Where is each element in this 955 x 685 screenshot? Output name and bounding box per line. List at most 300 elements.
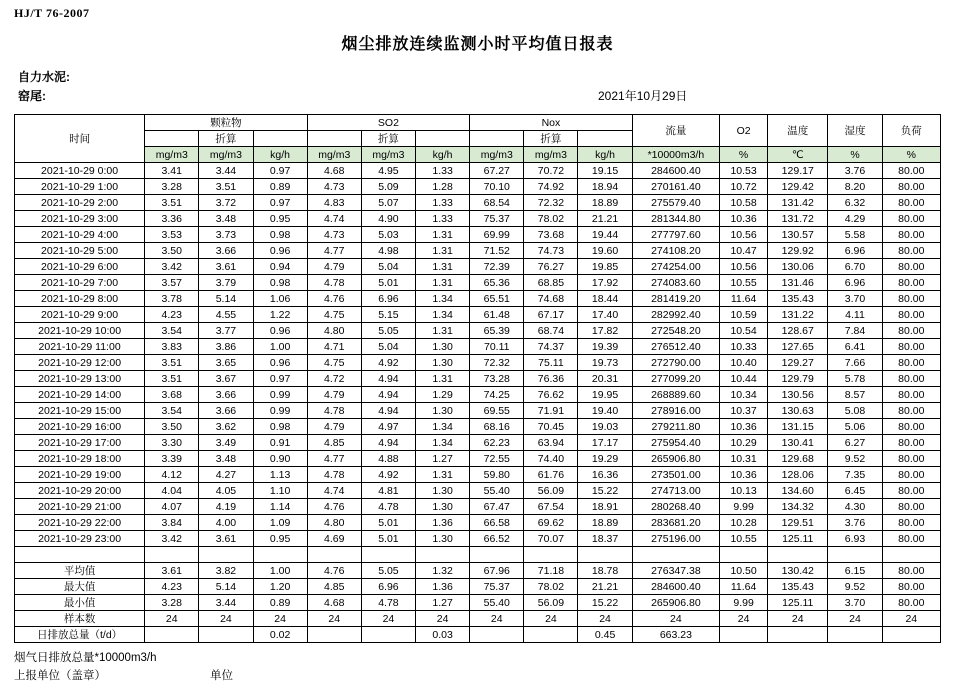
row-cell: 6.45 — [828, 483, 882, 499]
unit-load: % — [882, 147, 940, 163]
row-cell: 19.95 — [578, 387, 632, 403]
row-cell: 4.07 — [145, 499, 199, 515]
summary-cell: 24 — [768, 611, 828, 627]
row-cell: 1.34 — [415, 291, 469, 307]
row-cell: 18.44 — [578, 291, 632, 307]
table-row — [15, 307, 941, 323]
row-cell: 1.31 — [415, 227, 469, 243]
row-cell: 0.91 — [253, 435, 307, 451]
row-time: 2021-10-29 5:00 — [15, 243, 145, 259]
row-time: 2021-10-29 0:00 — [15, 163, 145, 179]
row-cell: 3.67 — [199, 371, 253, 387]
row-cell: 4.79 — [307, 259, 361, 275]
row-cell: 5.06 — [828, 419, 882, 435]
row-cell: 278916.00 — [632, 403, 719, 419]
row-cell: 1.14 — [253, 499, 307, 515]
row-cell: 134.32 — [768, 499, 828, 515]
row-cell: 4.79 — [307, 419, 361, 435]
row-cell: 130.57 — [768, 227, 828, 243]
row-cell: 69.99 — [470, 227, 524, 243]
row-cell: 10.33 — [720, 339, 768, 355]
row-cell: 76.27 — [524, 259, 578, 275]
summary-cell: 4.68 — [307, 595, 361, 611]
row-cell: 4.78 — [307, 275, 361, 291]
row-cell: 280268.40 — [632, 499, 719, 515]
table-row — [15, 339, 941, 355]
row-cell: 3.44 — [199, 163, 253, 179]
report-table — [14, 114, 941, 643]
row-cell: 4.94 — [361, 403, 415, 419]
summary-cell: 4.76 — [307, 563, 361, 579]
row-cell: 4.55 — [199, 307, 253, 323]
row-cell: 3.42 — [145, 531, 199, 547]
summary-cell: 24 — [199, 611, 253, 627]
row-cell: 131.15 — [768, 419, 828, 435]
row-cell: 75.37 — [470, 211, 524, 227]
row-cell: 17.17 — [578, 435, 632, 451]
row-cell: 275579.40 — [632, 195, 719, 211]
summary-cell: 71.18 — [524, 563, 578, 579]
summary-cell: 24 — [524, 611, 578, 627]
row-cell: 129.79 — [768, 371, 828, 387]
spacer-cell — [632, 547, 719, 563]
row-cell: 3.83 — [145, 339, 199, 355]
row-cell: 4.80 — [307, 515, 361, 531]
row-cell: 5.14 — [199, 291, 253, 307]
row-cell: 10.56 — [720, 259, 768, 275]
summary-cell: 3.82 — [199, 563, 253, 579]
row-cell: 3.50 — [145, 243, 199, 259]
row-cell: 18.89 — [578, 515, 632, 531]
header-time: 时间 — [15, 115, 145, 163]
row-time: 2021-10-29 16:00 — [15, 419, 145, 435]
row-cell: 1.31 — [415, 323, 469, 339]
table-row — [15, 483, 941, 499]
row-cell: 9.99 — [720, 499, 768, 515]
table-row — [15, 259, 941, 275]
row-cell: 73.68 — [524, 227, 578, 243]
row-time: 2021-10-29 6:00 — [15, 259, 145, 275]
row-cell: 274083.60 — [632, 275, 719, 291]
row-cell: 71.91 — [524, 403, 578, 419]
emission-total-label: 日排放总量（t/d） — [15, 627, 145, 643]
row-cell: 78.02 — [524, 211, 578, 227]
row-cell: 75.11 — [524, 355, 578, 371]
row-cell: 3.39 — [145, 451, 199, 467]
station-row — [18, 87, 941, 106]
row-cell: 3.42 — [145, 259, 199, 275]
row-cell: 80.00 — [882, 355, 940, 371]
row-cell: 70.72 — [524, 163, 578, 179]
row-cell: 65.39 — [470, 323, 524, 339]
row-cell: 1.28 — [415, 179, 469, 195]
row-cell: 1.30 — [415, 483, 469, 499]
row-cell: 5.01 — [361, 275, 415, 291]
row-cell: 19.29 — [578, 451, 632, 467]
unit-pm-mgm3-conv: mg/m3 — [199, 147, 253, 163]
row-cell: 72.32 — [470, 355, 524, 371]
row-cell: 4.83 — [307, 195, 361, 211]
row-cell: 80.00 — [882, 291, 940, 307]
row-cell: 7.66 — [828, 355, 882, 371]
row-cell: 74.68 — [524, 291, 578, 307]
summary-cell: 4.85 — [307, 579, 361, 595]
row-time: 2021-10-29 15:00 — [15, 403, 145, 419]
row-cell: 272548.20 — [632, 323, 719, 339]
row-cell: 1.27 — [415, 451, 469, 467]
row-cell: 3.30 — [145, 435, 199, 451]
row-cell: 3.62 — [199, 419, 253, 435]
header-sub-pm-converted: 折算 — [199, 131, 253, 147]
header-group-row — [15, 115, 941, 131]
row-cell: 4.95 — [361, 163, 415, 179]
row-cell: 4.71 — [307, 339, 361, 355]
row-cell: 18.94 — [578, 179, 632, 195]
row-cell: 131.72 — [768, 211, 828, 227]
summary-cell: 24 — [253, 611, 307, 627]
table-row — [15, 323, 941, 339]
header-sub-so2-converted: 折算 — [361, 131, 415, 147]
row-cell: 10.58 — [720, 195, 768, 211]
row-cell: 4.74 — [307, 483, 361, 499]
row-cell: 1.30 — [415, 339, 469, 355]
table-row — [15, 515, 941, 531]
row-cell: 284600.40 — [632, 163, 719, 179]
unit-so2-mgm3-conv: mg/m3 — [361, 147, 415, 163]
summary-cell: 276347.38 — [632, 563, 719, 579]
row-cell: 10.44 — [720, 371, 768, 387]
row-cell: 3.54 — [145, 403, 199, 419]
unit-humidity: % — [828, 147, 882, 163]
row-time: 2021-10-29 11:00 — [15, 339, 145, 355]
row-cell: 275954.40 — [632, 435, 719, 451]
summary-cell: 4.23 — [145, 579, 199, 595]
row-cell: 6.93 — [828, 531, 882, 547]
table-row — [15, 227, 941, 243]
summary-cell: 15.22 — [578, 595, 632, 611]
row-cell: 55.40 — [470, 483, 524, 499]
station-label: 窑尾: — [18, 89, 46, 103]
row-cell: 10.13 — [720, 483, 768, 499]
row-cell: 74.40 — [524, 451, 578, 467]
row-cell: 274713.00 — [632, 483, 719, 499]
summary-cell: 24 — [361, 611, 415, 627]
row-cell: 3.78 — [145, 291, 199, 307]
table-row — [15, 371, 941, 387]
row-cell: 67.54 — [524, 499, 578, 515]
row-cell: 4.29 — [828, 211, 882, 227]
row-cell: 0.97 — [253, 163, 307, 179]
row-time: 2021-10-29 2:00 — [15, 195, 145, 211]
spacer-row — [15, 547, 941, 563]
row-cell: 131.42 — [768, 195, 828, 211]
row-cell: 16.36 — [578, 467, 632, 483]
row-cell: 3.86 — [199, 339, 253, 355]
footer-total-line: 烟气日排放总量*10000m3/h — [14, 652, 157, 664]
row-cell: 4.04 — [145, 483, 199, 499]
row-cell: 18.91 — [578, 499, 632, 515]
company-row — [18, 68, 941, 87]
row-cell: 80.00 — [882, 259, 940, 275]
table-row — [15, 499, 941, 515]
summary-cell: 1.32 — [415, 563, 469, 579]
emission-total-cell — [768, 627, 828, 643]
row-cell: 4.68 — [307, 163, 361, 179]
table-row — [15, 163, 941, 179]
row-cell: 125.11 — [768, 531, 828, 547]
row-cell: 10.36 — [720, 419, 768, 435]
row-cell: 3.66 — [199, 243, 253, 259]
row-cell: 65.51 — [470, 291, 524, 307]
spacer-cell — [720, 547, 768, 563]
report-meta — [18, 68, 941, 106]
row-cell: 1.34 — [415, 419, 469, 435]
summary-cell: 24 — [307, 611, 361, 627]
header-group-so2: SO2 — [307, 115, 470, 131]
row-cell: 4.23 — [145, 307, 199, 323]
row-cell: 5.05 — [361, 323, 415, 339]
row-cell: 68.54 — [470, 195, 524, 211]
row-cell: 10.59 — [720, 307, 768, 323]
row-time: 2021-10-29 3:00 — [15, 211, 145, 227]
row-cell: 1.33 — [415, 163, 469, 179]
table-row — [15, 403, 941, 419]
row-cell: 10.29 — [720, 435, 768, 451]
row-time: 2021-10-29 20:00 — [15, 483, 145, 499]
row-cell: 1.13 — [253, 467, 307, 483]
row-cell: 1.31 — [415, 275, 469, 291]
emission-total-cell — [145, 627, 199, 643]
row-cell: 19.15 — [578, 163, 632, 179]
header-group-pm: 颗粒物 — [145, 115, 307, 131]
row-cell: 3.76 — [828, 163, 882, 179]
unit-flow: *10000m3/h — [632, 147, 719, 163]
row-cell: 4.92 — [361, 355, 415, 371]
row-cell: 67.17 — [524, 307, 578, 323]
row-cell: 9.52 — [828, 451, 882, 467]
row-cell: 1.06 — [253, 291, 307, 307]
summary-cell: 67.96 — [470, 563, 524, 579]
spacer-cell — [578, 547, 632, 563]
row-cell: 4.12 — [145, 467, 199, 483]
row-cell: 63.94 — [524, 435, 578, 451]
row-cell: 1.29 — [415, 387, 469, 403]
summary-cell: 265906.80 — [632, 595, 719, 611]
row-cell: 3.48 — [199, 451, 253, 467]
row-cell: 6.96 — [828, 275, 882, 291]
row-cell: 10.36 — [720, 211, 768, 227]
row-cell: 0.98 — [253, 275, 307, 291]
row-time: 2021-10-29 12:00 — [15, 355, 145, 371]
row-cell: 4.27 — [199, 467, 253, 483]
row-cell: 3.79 — [199, 275, 253, 291]
row-time: 2021-10-29 1:00 — [15, 179, 145, 195]
unit-temperature: ℃ — [768, 147, 828, 163]
row-cell: 130.63 — [768, 403, 828, 419]
row-cell: 1.34 — [415, 307, 469, 323]
row-cell: 0.95 — [253, 531, 307, 547]
row-cell: 4.05 — [199, 483, 253, 499]
row-cell: 74.73 — [524, 243, 578, 259]
row-time: 2021-10-29 22:00 — [15, 515, 145, 531]
row-cell: 10.47 — [720, 243, 768, 259]
row-cell: 4.76 — [307, 499, 361, 515]
summary-label: 最大值 — [15, 579, 145, 595]
row-cell: 20.31 — [578, 371, 632, 387]
row-cell: 1.30 — [415, 531, 469, 547]
row-cell: 80.00 — [882, 531, 940, 547]
summary-cell: 21.21 — [578, 579, 632, 595]
row-cell: 4.94 — [361, 371, 415, 387]
emission-total-cell — [720, 627, 768, 643]
row-cell: 71.52 — [470, 243, 524, 259]
row-cell: 4.69 — [307, 531, 361, 547]
row-cell: 4.97 — [361, 419, 415, 435]
row-cell: 5.03 — [361, 227, 415, 243]
header-sub-nox-converted: 折算 — [524, 131, 578, 147]
emission-total-cell: 663.23 — [632, 627, 719, 643]
summary-label: 最小值 — [15, 595, 145, 611]
unit-nox-mgm3-conv: mg/m3 — [524, 147, 578, 163]
summary-cell: 9.52 — [828, 579, 882, 595]
row-cell: 1.33 — [415, 195, 469, 211]
row-cell: 1.36 — [415, 515, 469, 531]
standard-code: HJ/T 76-2007 — [14, 6, 90, 20]
row-cell: 56.09 — [524, 483, 578, 499]
row-time: 2021-10-29 9:00 — [15, 307, 145, 323]
row-cell: 275196.00 — [632, 531, 719, 547]
row-cell: 68.74 — [524, 323, 578, 339]
row-cell: 3.51 — [145, 355, 199, 371]
summary-cell: 55.40 — [470, 595, 524, 611]
row-cell: 76.36 — [524, 371, 578, 387]
row-cell: 279211.80 — [632, 419, 719, 435]
row-cell: 10.40 — [720, 355, 768, 371]
row-cell: 80.00 — [882, 323, 940, 339]
row-cell: 76.62 — [524, 387, 578, 403]
emission-total-cell — [524, 627, 578, 643]
row-cell: 4.75 — [307, 307, 361, 323]
row-cell: 6.41 — [828, 339, 882, 355]
row-cell: 5.07 — [361, 195, 415, 211]
row-cell: 1.30 — [415, 499, 469, 515]
row-cell: 4.19 — [199, 499, 253, 515]
row-cell: 10.28 — [720, 515, 768, 531]
row-cell: 4.77 — [307, 243, 361, 259]
summary-row — [15, 611, 941, 627]
summary-cell: 125.11 — [768, 595, 828, 611]
row-cell: 4.72 — [307, 371, 361, 387]
spacer-cell — [253, 547, 307, 563]
row-cell: 3.51 — [145, 371, 199, 387]
row-cell: 1.34 — [415, 435, 469, 451]
row-cell: 4.98 — [361, 243, 415, 259]
row-cell: 3.73 — [199, 227, 253, 243]
summary-cell: 56.09 — [524, 595, 578, 611]
row-cell: 129.92 — [768, 243, 828, 259]
header-sub-pm-blank2 — [253, 131, 307, 147]
row-cell: 4.73 — [307, 179, 361, 195]
row-cell: 1.31 — [415, 243, 469, 259]
row-cell: 1.10 — [253, 483, 307, 499]
row-cell: 18.37 — [578, 531, 632, 547]
row-cell: 17.40 — [578, 307, 632, 323]
row-time: 2021-10-29 18:00 — [15, 451, 145, 467]
summary-cell: 3.61 — [145, 563, 199, 579]
row-cell: 80.00 — [882, 403, 940, 419]
row-cell: 0.97 — [253, 371, 307, 387]
row-cell: 4.78 — [307, 467, 361, 483]
summary-cell: 10.50 — [720, 563, 768, 579]
emission-total-cell — [361, 627, 415, 643]
spacer-cell — [145, 547, 199, 563]
emission-total-cell — [882, 627, 940, 643]
row-cell: 1.31 — [415, 467, 469, 483]
row-cell: 61.48 — [470, 307, 524, 323]
summary-row — [15, 579, 941, 595]
row-cell: 80.00 — [882, 211, 940, 227]
row-cell: 67.47 — [470, 499, 524, 515]
summary-cell: 24 — [882, 611, 940, 627]
row-time: 2021-10-29 21:00 — [15, 499, 145, 515]
table-row — [15, 451, 941, 467]
row-cell: 5.09 — [361, 179, 415, 195]
row-cell: 129.51 — [768, 515, 828, 531]
report-date: 2021年10月29日 — [598, 89, 688, 103]
row-cell: 0.96 — [253, 243, 307, 259]
row-cell: 0.98 — [253, 419, 307, 435]
row-cell: 17.82 — [578, 323, 632, 339]
row-cell: 135.43 — [768, 291, 828, 307]
row-cell: 0.95 — [253, 211, 307, 227]
row-cell: 274108.20 — [632, 243, 719, 259]
row-cell: 69.55 — [470, 403, 524, 419]
row-cell: 3.68 — [145, 387, 199, 403]
row-cell: 1.31 — [415, 371, 469, 387]
row-cell: 10.55 — [720, 531, 768, 547]
row-cell: 80.00 — [882, 163, 940, 179]
row-cell: 10.56 — [720, 227, 768, 243]
summary-cell: 3.44 — [199, 595, 253, 611]
summary-cell: 135.43 — [768, 579, 828, 595]
table-row — [15, 275, 941, 291]
header-sub-nox-blank2 — [578, 131, 632, 147]
row-cell: 4.80 — [307, 323, 361, 339]
header-sub-pm-blank — [145, 131, 199, 147]
row-cell: 281344.80 — [632, 211, 719, 227]
summary-cell: 24 — [145, 611, 199, 627]
row-cell: 3.51 — [145, 195, 199, 211]
table-row — [15, 195, 941, 211]
row-cell: 72.39 — [470, 259, 524, 275]
row-cell: 4.79 — [307, 387, 361, 403]
summary-cell: 5.05 — [361, 563, 415, 579]
header-group-nox: Nox — [470, 115, 632, 131]
row-cell: 5.08 — [828, 403, 882, 419]
summary-cell: 24 — [578, 611, 632, 627]
row-cell: 129.68 — [768, 451, 828, 467]
summary-cell: 1.36 — [415, 579, 469, 595]
row-cell: 80.00 — [882, 179, 940, 195]
summary-cell: 1.00 — [253, 563, 307, 579]
row-cell: 19.60 — [578, 243, 632, 259]
row-cell: 80.00 — [882, 243, 940, 259]
row-time: 2021-10-29 7:00 — [15, 275, 145, 291]
row-cell: 3.57 — [145, 275, 199, 291]
summary-label: 平均值 — [15, 563, 145, 579]
row-cell: 3.54 — [145, 323, 199, 339]
row-cell: 10.36 — [720, 467, 768, 483]
